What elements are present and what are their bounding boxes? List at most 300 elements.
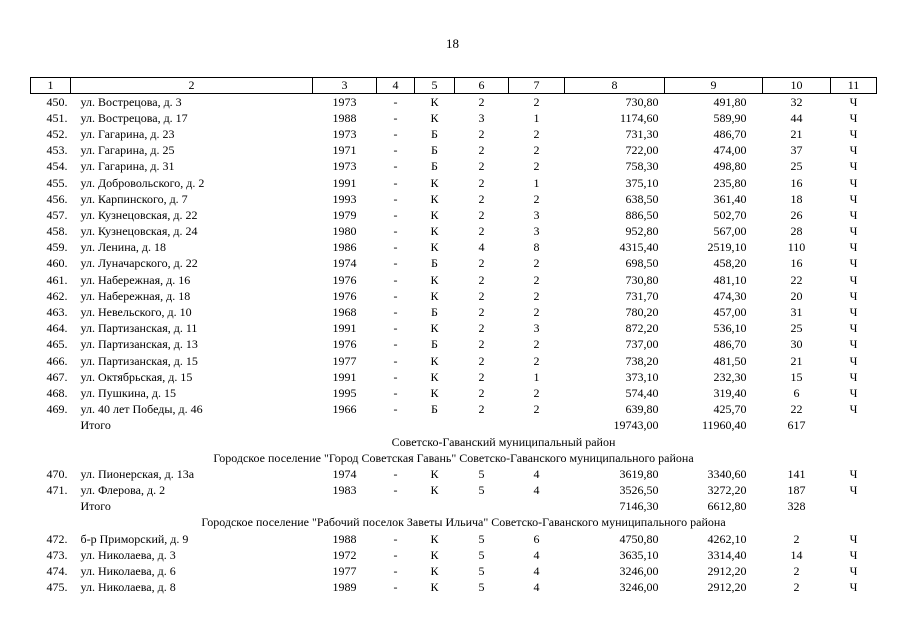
cell-c9: 361,40 [713,191,747,206]
cell-c9: 486,70 [713,337,747,352]
cell-no: 463. [46,305,68,320]
cell-c10: 16 [790,256,803,271]
cell-c6: 3 [478,110,485,125]
cell-c7: 4 [533,580,540,595]
cell-c9: 319,40 [713,385,747,400]
total-row [31,499,877,515]
table-row [31,143,877,159]
cell-no: 469. [46,402,68,417]
cell-c8: 3246,00 [619,564,659,579]
cell-c8: 780,20 [625,305,659,320]
cell-year: 1995 [332,385,357,400]
cell-c8: 730,80 [625,94,659,109]
cell-c5: Б [431,337,438,352]
cell-c4: - [393,143,398,158]
table-row [31,110,877,126]
cell-c5: К [430,547,439,562]
cell-c10: 2 [793,564,800,579]
cell-c11: Ч [849,337,858,352]
cell-year: 1983 [332,483,357,498]
cell-c7: 2 [533,159,540,174]
cell-addr: ул. Николаева, д. 8 [80,580,176,595]
cell-addr: ул. Невельского, д. 10 [80,305,192,320]
cell-c5: К [430,240,439,255]
cell-c10: 30 [790,337,803,352]
cell-addr: ул. Партизанская, д. 15 [80,353,198,368]
cell-c11: Ч [849,353,858,368]
cell-c7: 4 [533,483,540,498]
cell-c10: 14 [790,547,803,562]
cell-c4: - [393,126,398,141]
cell-addr: ул. Флерова, д. 2 [80,483,166,498]
empty-cell [509,418,565,434]
cell-c8: 698,50 [625,256,659,271]
cell-no: 475. [46,580,68,595]
cell-c4: - [393,272,398,287]
cell-year: 1976 [332,337,357,352]
cell-no: 464. [46,321,68,336]
table-row [31,159,877,175]
cell-c6: 2 [478,288,485,303]
cell-c7: 2 [533,353,540,368]
cell-year: 1979 [332,207,357,222]
cell-c9: 481,50 [713,353,747,368]
cell-no: 460. [46,256,68,271]
cell-year: 1973 [332,126,357,141]
cell-c5: К [430,175,439,190]
cell-c10: 28 [790,224,803,239]
cell-addr: ул. Октябрьская, д. 15 [80,369,193,384]
cell-c11: Ч [849,224,858,239]
cell-c6: 5 [478,580,485,595]
cell-c4: - [393,564,398,579]
cell-c7: 2 [533,288,540,303]
table-row [31,240,877,256]
cell-c5: К [430,288,439,303]
cell-c8: 3526,50 [619,483,659,498]
cell-c6: 5 [478,564,485,579]
cell-c9: 474,30 [713,288,747,303]
empty-cell [313,499,377,515]
cell-addr: ул. Партизанская, д. 11 [80,321,198,336]
column-header-2: 2 [71,78,313,94]
table-row [31,321,877,337]
cell-no: 459. [46,240,68,255]
cell-c4: - [393,256,398,271]
cell-c5: Б [431,305,438,320]
cell-c7: 1 [533,369,540,384]
cell-no: 462. [46,288,68,303]
cell-c7: 2 [533,256,540,271]
column-header-7: 7 [509,78,565,94]
cell-c7: 8 [533,240,540,255]
cell-c4: - [393,385,398,400]
cell-c8: 730,80 [625,272,659,287]
cell-no: 461. [46,272,68,287]
total-cell: Итого [80,499,111,514]
cell-c11: Ч [849,159,858,174]
cell-no: 471. [46,483,68,498]
cell-c11: Ч [849,402,858,417]
cell-c8: 731,70 [625,288,659,303]
cell-c10: 20 [790,288,803,303]
cell-no: 470. [46,466,68,481]
cell-c5: К [430,580,439,595]
cell-c10: 25 [790,321,803,336]
cell-c10: 37 [790,143,803,158]
empty-cell [31,499,71,515]
cell-c10: 44 [790,110,803,125]
cell-c10: 22 [790,272,803,287]
cell-c10: 110 [787,240,806,255]
total-cell: 617 [787,418,806,433]
cell-c10: 21 [790,353,803,368]
cell-year: 1976 [332,272,357,287]
cell-c7: 1 [533,110,540,125]
cell-c6: 5 [478,531,485,546]
cell-c7: 6 [533,531,540,546]
cell-c5: К [430,272,439,287]
cell-year: 1972 [332,547,357,562]
cell-c8: 373,10 [625,369,659,384]
cell-year: 1968 [332,305,357,320]
cell-year: 1976 [332,288,357,303]
cell-c11: Ч [849,547,858,562]
cell-addr: ул. Добровольского, д. 2 [80,175,205,190]
table-row [31,304,877,320]
cell-c11: Ч [849,110,858,125]
total-cell: 7146,30 [619,499,659,514]
cell-c11: Ч [849,369,858,384]
cell-no: 468. [46,385,68,400]
table-row [31,563,877,579]
cell-addr: ул. Партизанская, д. 13 [80,337,198,352]
cell-addr: ул. Набережная, д. 18 [80,288,191,303]
table-row [31,402,877,418]
cell-no: 455. [46,175,68,190]
cell-c9: 486,70 [713,126,747,141]
cell-addr: ул. Вострецова, д. 17 [80,110,188,125]
cell-c7: 2 [533,143,540,158]
cell-c8: 3635,10 [619,547,659,562]
cell-c8: 738,20 [625,353,659,368]
cell-year: 1966 [332,402,357,417]
cell-year: 1974 [332,466,357,481]
cell-c6: 2 [478,126,485,141]
cell-year: 1991 [332,369,357,384]
cell-c6: 2 [478,337,485,352]
cell-c4: - [393,207,398,222]
table-row [31,531,877,547]
cell-c5: К [430,94,439,109]
cell-c7: 4 [533,547,540,562]
cell-c8: 4750,80 [619,531,659,546]
cell-addr: ул. Кузнецовская, д. 24 [80,224,198,239]
empty-cell [509,499,565,515]
empty-cell [313,418,377,434]
total-cell: 11960,40 [701,418,747,433]
cell-c8: 574,40 [625,385,659,400]
cell-c11: Ч [849,580,858,595]
cell-addr: ул. Николаева, д. 3 [80,547,176,562]
cell-c5: К [430,385,439,400]
cell-c10: 31 [790,305,803,320]
table-row [31,224,877,240]
cell-c6: 2 [478,353,485,368]
settlement-heading [31,450,877,466]
cell-c10: 2 [793,580,800,595]
cell-no: 466. [46,353,68,368]
cell-c10: 32 [790,94,803,109]
cell-c10: 141 [787,466,806,481]
cell-c10: 187 [787,483,806,498]
empty-cell [455,418,509,434]
table-header [31,78,877,94]
cell-c10: 25 [790,159,803,174]
table-row [31,191,877,207]
cell-c8: 737,00 [625,337,659,352]
cell-no: 451. [46,110,68,125]
cell-c4: - [393,288,398,303]
cell-c6: 2 [478,191,485,206]
cell-year: 1989 [332,580,357,595]
cell-c11: Ч [849,143,858,158]
cell-c8: 872,20 [625,321,659,336]
cell-no: 457. [46,207,68,222]
total-cell: 6612,80 [707,499,747,514]
cell-c5: Б [431,256,438,271]
column-header-8: 8 [565,78,665,94]
cell-c7: 2 [533,305,540,320]
cell-c7: 2 [533,191,540,206]
cell-c6: 5 [478,547,485,562]
cell-c9: 491,80 [713,94,747,109]
cell-c9: 3272,20 [707,483,747,498]
cell-c6: 4 [478,240,485,255]
table-row [31,337,877,353]
table-row [31,466,877,482]
cell-c7: 2 [533,126,540,141]
cell-c11: Ч [849,564,858,579]
cell-c4: - [393,337,398,352]
cell-c4: - [393,531,398,546]
cell-c7: 1 [533,175,540,190]
cell-no: 454. [46,159,68,174]
cell-c11: Ч [849,272,858,287]
cell-c9: 425,70 [713,402,747,417]
cell-c7: 2 [533,402,540,417]
cell-c9: 474,00 [713,143,747,158]
cell-year: 1971 [332,143,357,158]
settlement-heading [31,515,877,531]
cell-year: 1977 [332,353,357,368]
cell-addr: ул. Кузнецовская, д. 22 [80,207,198,222]
cell-c6: 2 [478,402,485,417]
cell-c9: 498,80 [713,159,747,174]
cell-c9: 502,70 [713,207,747,222]
cell-c11: Ч [849,207,858,222]
cell-c4: - [393,321,398,336]
cell-year: 1973 [332,94,357,109]
cell-addr: ул. 40 лет Победы, д. 46 [80,402,203,417]
cell-addr: б-р Приморский, д. 9 [80,531,189,546]
cell-c6: 2 [478,321,485,336]
table-row [31,547,877,563]
cell-c4: - [393,175,398,190]
cell-c10: 2 [793,531,800,546]
cell-c11: Ч [849,288,858,303]
cell-c9: 235,80 [713,175,747,190]
cell-c4: - [393,353,398,368]
table-row [31,272,877,288]
cell-c11: Ч [849,94,858,109]
empty-cell [831,499,877,515]
cell-year: 1974 [332,256,357,271]
cell-addr: ул. Николаева, д. 6 [80,564,176,579]
cell-c9: 2519,10 [707,240,747,255]
cell-c11: Ч [849,385,858,400]
cell-c4: - [393,110,398,125]
empty-cell [455,499,509,515]
empty-cell [831,418,877,434]
cell-c6: 2 [478,175,485,190]
cell-year: 1977 [332,564,357,579]
cell-c6: 5 [478,483,485,498]
district-heading [31,434,877,450]
cell-c11: Ч [849,321,858,336]
column-header-10: 10 [763,78,831,94]
cell-c5: К [430,191,439,206]
cell-c11: Ч [849,256,858,271]
cell-year: 1988 [332,531,357,546]
cell-c7: 2 [533,272,540,287]
cell-c7: 2 [533,385,540,400]
cell-c11: Ч [849,126,858,141]
column-header-4: 4 [377,78,415,94]
cell-c9: 457,00 [713,305,747,320]
cell-c6: 5 [478,466,485,481]
cell-c10: 21 [790,126,803,141]
cell-c4: - [393,191,398,206]
cell-c8: 1174,60 [619,110,659,125]
cell-addr: ул. Ленина, д. 18 [80,240,167,255]
cell-c9: 3314,40 [707,547,747,562]
cell-c5: Б [431,402,438,417]
cell-c4: - [393,369,398,384]
cell-c5: К [430,531,439,546]
table-row [31,256,877,272]
column-header-9: 9 [665,78,763,94]
cell-c5: К [430,353,439,368]
cell-c4: - [393,402,398,417]
cell-c10: 18 [790,191,803,206]
cell-c6: 2 [478,159,485,174]
table-row [31,207,877,223]
cell-c10: 26 [790,207,803,222]
cell-year: 1973 [332,159,357,174]
cell-no: 452. [46,126,68,141]
cell-no: 473. [46,547,68,562]
cell-c5: Б [431,126,438,141]
cell-no: 450. [46,94,68,109]
cell-c6: 2 [478,94,485,109]
cell-c10: 6 [793,385,800,400]
cell-c11: Ч [849,305,858,320]
cell-c8: 722,00 [625,143,659,158]
cell-no: 458. [46,224,68,239]
cell-year: 1980 [332,224,357,239]
cell-c7: 3 [533,224,540,239]
cell-c7: 3 [533,207,540,222]
cell-c11: Ч [849,175,858,190]
cell-addr: ул. Гагарина, д. 31 [80,159,175,174]
cell-c4: - [393,580,398,595]
cell-c9: 536,10 [713,321,747,336]
table-row [31,580,877,596]
cell-c7: 4 [533,466,540,481]
cell-addr: ул. Вострецова, д. 3 [80,94,182,109]
district-heading-title: Советско-Гаванский муниципальный район [391,434,616,449]
cell-year: 1988 [332,110,357,125]
cell-c7: 2 [533,94,540,109]
cell-c4: - [393,159,398,174]
cell-c9: 4262,10 [707,531,747,546]
empty-cell [31,418,71,434]
cell-c11: Ч [849,240,858,255]
cell-year: 1993 [332,191,357,206]
cell-addr: ул. Пушкина, д. 15 [80,385,176,400]
cell-c5: К [430,483,439,498]
table-row [31,126,877,142]
cell-c8: 952,80 [625,224,659,239]
cell-c4: - [393,240,398,255]
empty-cell [377,418,415,434]
cell-c4: - [393,224,398,239]
column-header-3: 3 [313,78,377,94]
cell-c7: 4 [533,564,540,579]
column-header-5: 5 [415,78,455,94]
cell-c5: К [430,466,439,481]
total-cell: Итого [80,418,111,433]
cell-c11: Ч [849,466,858,481]
cell-c9: 567,00 [713,224,747,239]
cell-no: 456. [46,191,68,206]
cell-c9: 589,90 [713,110,747,125]
cell-addr: ул. Гагарина, д. 23 [80,126,175,141]
cell-c6: 2 [478,272,485,287]
cell-c8: 886,50 [625,207,659,222]
cell-year: 1991 [332,321,357,336]
cell-no: 474. [46,564,68,579]
cell-no: 472. [46,531,68,546]
cell-c10: 22 [790,402,803,417]
cell-c6: 2 [478,385,485,400]
cell-year: 1986 [332,240,357,255]
cell-c11: Ч [849,531,858,546]
cell-addr: ул. Луначарского, д. 22 [80,256,198,271]
cell-c5: Б [431,143,438,158]
cell-c9: 232,30 [713,369,747,384]
cell-c5: Б [431,159,438,174]
table-row [31,175,877,191]
cell-addr: ул. Набережная, д. 16 [80,272,191,287]
cell-c6: 2 [478,224,485,239]
cell-c8: 758,30 [625,159,659,174]
table-row [31,94,877,111]
cell-c5: К [430,369,439,384]
cell-c5: К [430,110,439,125]
cell-c4: - [393,547,398,562]
